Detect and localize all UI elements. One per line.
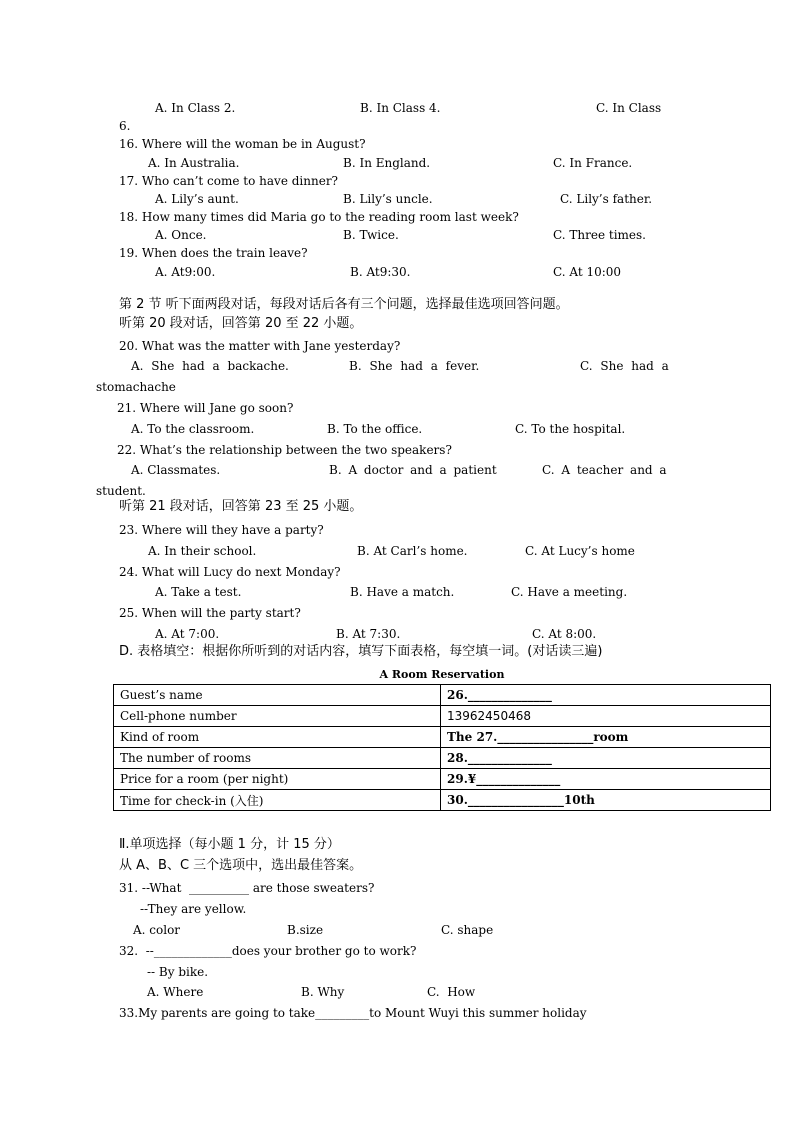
q16-option-b: B. In England. (343, 156, 431, 170)
q20-option-b: B. She had a fever. (349, 359, 480, 373)
row-label: The number of rooms (114, 748, 441, 769)
q31-reply: --They are yellow. (140, 902, 247, 916)
q22-option-c: C. A teacher and a (542, 463, 667, 477)
part2-heading: Ⅱ.单项选择（每小题 1 分，计 15 分） (119, 837, 340, 852)
q31-question: 31. --What __________ are those sweaters? (119, 881, 375, 895)
q18-question: 18. How many times did Maria go to the reading room last week? (119, 210, 519, 224)
q25-question: 25. When will the party start? (119, 606, 301, 620)
q23-option-a: A. In their school. (148, 544, 257, 558)
q24-option-a: A. Take a test. (155, 585, 242, 599)
q32-option-a: A. Where (147, 985, 204, 999)
reservation-table (113, 684, 771, 811)
q18-option-c: C. Three times. (553, 228, 646, 242)
q31-option-c: C. shape (441, 923, 494, 937)
row-value: 29.¥______________ (441, 769, 771, 790)
q25-option-b: B. At 7:30. (336, 627, 401, 641)
q32-reply: -- By bike. (147, 965, 209, 979)
q24-question: 24. What will Lucy do next Monday? (119, 565, 341, 579)
q22-option-a: A. Classmates. (131, 463, 221, 477)
q25-option-c: C. At 8:00. (532, 627, 597, 641)
row-label: Time for check-in (入住) (114, 790, 441, 811)
q16-question: 16. Where will the woman be in August? (119, 137, 366, 151)
table-row (114, 727, 771, 748)
q23-question: 23. Where will they have a party? (119, 523, 324, 537)
row-label: Kind of room (114, 727, 441, 748)
q20-option-c-wrap: stomachache (96, 380, 176, 394)
q19-option-c: C. At 10:00 (553, 265, 622, 279)
q15-option-c: C. In Class (596, 101, 662, 115)
q22-option-c-wrap: student. (96, 484, 146, 498)
q20-option-a: A. She had a backache. (131, 359, 289, 373)
q22-question: 22. What’s the relationship between the two speakers? (117, 443, 452, 457)
q25-option-a: A. At 7:00. (155, 627, 220, 641)
row-value: 28.______________ (441, 748, 771, 769)
q17-option-c: C. Lily’s father. (560, 192, 653, 206)
q24-option-c: C. Have a meeting. (511, 585, 628, 599)
q17-option-b: B. Lily’s uncle. (343, 192, 433, 206)
q20-option-c: C. She had a (580, 359, 669, 373)
q17-option-a: A. Lily’s aunt. (155, 192, 239, 206)
q22-option-b: B. A doctor and a patient (329, 463, 497, 477)
q20-question: 20. What was the matter with Jane yesterday? (119, 339, 401, 353)
q19-option-b: B. At9:30. (350, 265, 411, 279)
row-value: The 27.________________room (441, 727, 771, 748)
q15-option-c-wrap: 6. (119, 119, 131, 133)
q23-option-c: C. At Lucy’s home (525, 544, 635, 558)
q15-option-a: A. In Class 2. (155, 101, 236, 115)
dialog20-intro: 听第 20 段对话，回答第 20 至 22 小题。 (119, 316, 363, 331)
row-label: Price for a room (per night) (114, 769, 441, 790)
row-value: 30.________________10th (441, 790, 771, 811)
table-row (114, 706, 771, 727)
reservation-table-title: A Room Reservation (379, 668, 505, 681)
q23-option-b: B. At Carl’s home. (357, 544, 468, 558)
row-label: Guest’s name (114, 685, 441, 706)
q21-question: 21. Where will Jane go soon? (117, 401, 294, 415)
row-label: Cell-phone number (114, 706, 441, 727)
q24-option-b: B. Have a match. (350, 585, 455, 599)
row-value: 13962450468 (441, 706, 771, 727)
table-row (114, 790, 771, 811)
q19-question: 19. When does the train leave? (119, 246, 308, 260)
q31-option-a: A. color (133, 923, 181, 937)
q15-option-b: B. In Class 4. (360, 101, 441, 115)
q16-option-c: C. In France. (553, 156, 633, 170)
q21-option-b: B. To the office. (327, 422, 423, 436)
q32-question: 32. --_____________does your brother go to work? (119, 944, 417, 958)
q17-question: 17. Who can’t come to have dinner? (119, 174, 338, 188)
q32-option-b: B. Why (301, 985, 345, 999)
dialog21-intro: 听第 21 段对话，回答第 23 至 25 小题。 (119, 499, 363, 514)
row-value: 26.______________ (441, 685, 771, 706)
table-row (114, 748, 771, 769)
q18-option-a: A. Once. (155, 228, 207, 242)
q19-option-a: A. At9:00. (155, 265, 216, 279)
q31-option-b: B.size (287, 923, 324, 937)
q32-option-c: C. How (427, 985, 476, 999)
section2-heading: 第 2 节 听下面两段对话，每段对话后各有三个问题，选择最佳选项回答问题。 (119, 297, 569, 312)
q16-option-a: A. In Australia. (148, 156, 240, 170)
q21-option-c: C. To the hospital. (515, 422, 626, 436)
table-row (114, 769, 771, 790)
q21-option-a: A. To the classroom. (131, 422, 255, 436)
q33-question: 33.My parents are going to take_________to Mount Wuyi this summer holiday (119, 1006, 587, 1020)
section-d-instruction: D. 表格填空：根据你所听到的对话内容，填写下面表格，每空填一词。(对话读三遍) (119, 644, 603, 659)
q18-option-b: B. Twice. (343, 228, 399, 242)
table-row (114, 685, 771, 706)
part2-instruction: 从 A、B、C 三个选项中，选出最佳答案。 (119, 858, 363, 873)
